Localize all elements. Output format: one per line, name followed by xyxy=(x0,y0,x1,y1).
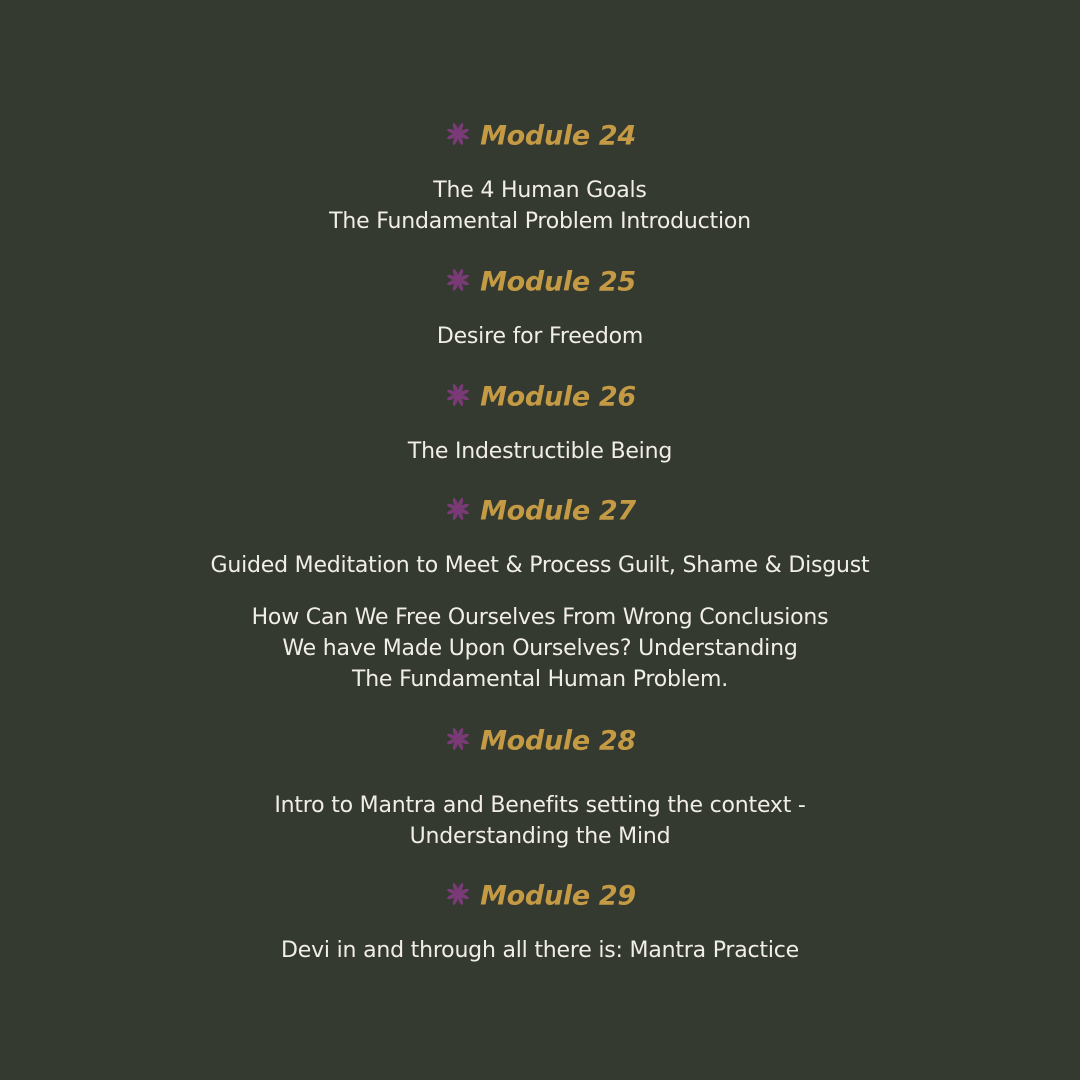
item-line: The Indestructible Being xyxy=(407,439,673,464)
module-heading xyxy=(0,876,1080,916)
module-title: Module 26 xyxy=(480,381,636,413)
item-line: Desire for Freedom xyxy=(436,324,644,349)
module-title: Module 27 xyxy=(480,495,636,527)
module-item xyxy=(0,790,1080,852)
item-line: How Can We Free Ourselves From Wrong Conclusions xyxy=(251,605,829,630)
module-title: Module 24 xyxy=(480,120,636,152)
module-heading xyxy=(0,262,1080,302)
item-line: Intro to Mantra and Benefits setting the context - xyxy=(274,793,806,818)
item-line: The 4 Human Goals xyxy=(433,178,647,203)
item-line: Understanding the Mind xyxy=(409,824,671,849)
item-line: Guided Meditation to Meet & Process Guilt, Shame & Disgust xyxy=(210,553,870,578)
module-item xyxy=(0,175,1080,237)
flower-icon xyxy=(444,266,472,294)
flower-icon xyxy=(444,120,472,148)
item-line: We have Made Upon Ourselves? Understanding xyxy=(282,636,798,661)
module-title: Module 25 xyxy=(480,266,636,298)
item-line: The Fundamental Problem Introduction xyxy=(329,209,751,234)
item-line: Devi in and through all there is: Mantra Practice xyxy=(281,938,799,963)
module-heading xyxy=(0,377,1080,417)
module-item xyxy=(0,321,1080,352)
module-item xyxy=(0,602,1080,695)
module-title: Module 28 xyxy=(480,725,636,757)
module-heading xyxy=(0,491,1080,531)
module-heading xyxy=(0,721,1080,761)
module-heading xyxy=(0,116,1080,156)
flower-icon xyxy=(444,381,472,409)
flower-icon xyxy=(444,495,472,523)
module-title: Module 29 xyxy=(480,880,636,912)
module-item xyxy=(0,550,1080,581)
module-item xyxy=(0,436,1080,467)
module-item xyxy=(0,935,1080,966)
flower-icon xyxy=(444,725,472,753)
flower-icon xyxy=(444,880,472,908)
item-line: The Fundamental Human Problem. xyxy=(351,667,729,692)
